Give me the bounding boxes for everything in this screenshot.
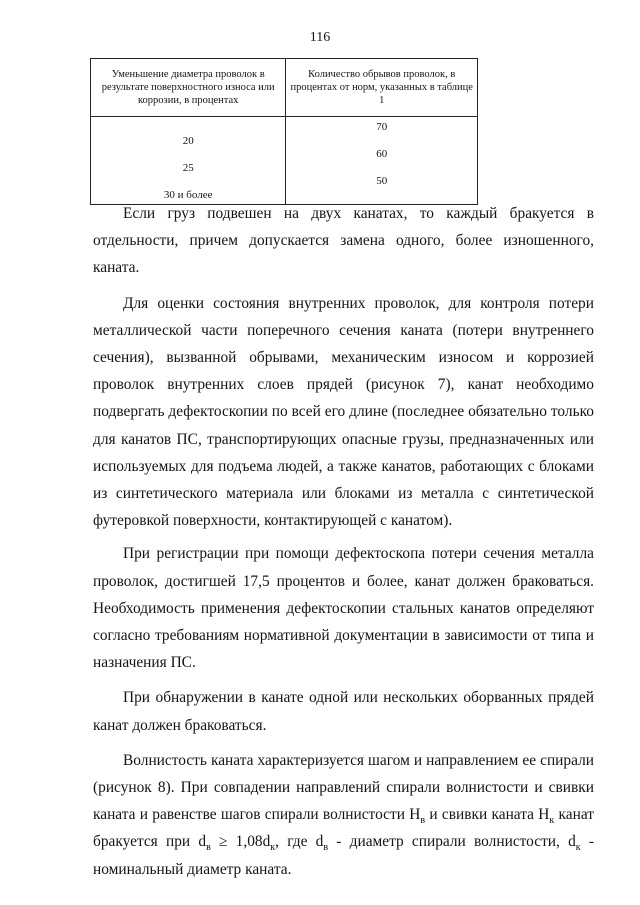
table-cell-breaks: 50 [286, 175, 478, 205]
table-row [91, 148, 478, 175]
wire-wear-table [90, 58, 478, 205]
waviness-text-5: , где d [275, 833, 324, 851]
table-header-wire-breaks: Количество обрывов проволок, в процентах от норм, указанных в таблице 1 [286, 59, 478, 117]
table-cell-reduction: 20 [91, 117, 286, 149]
table-header-row [91, 59, 478, 117]
waviness-text-2: и свивки каната H [425, 806, 550, 824]
waviness-sub-6: к [575, 842, 581, 854]
paragraph-broken-strands: При обнаружении в канате одной или нескольких оборванных прядей канат должен браковаться. [93, 689, 594, 734]
table-row [91, 117, 478, 149]
table-cell-breaks: 60 [286, 148, 478, 175]
waviness-text-4: ≥ 1,08d [210, 833, 271, 851]
waviness-sub-4: к [270, 842, 276, 854]
document-body [93, 200, 594, 891]
waviness-sub-2: к [549, 815, 555, 827]
waviness-text-3: канат бракуется при d [93, 806, 594, 851]
table-cell-breaks: 70 [286, 117, 478, 149]
waviness-text-7: - номинальный диаметр каната. [93, 833, 594, 878]
waviness-sub-3: в [206, 842, 211, 854]
paragraph-waviness [93, 747, 594, 883]
table-cell-reduction: 25 [91, 148, 286, 175]
table-cell-reduction: 30 и более [91, 175, 286, 205]
paragraph-section-loss: При регистрации при помощи дефектоскопа потери сечения металла проволок, достигшей 17,5 процентов и более, канат должен браковаться. Необходимость применения дефектоскопии стальных канатов определяют согласно требованиям нормативной документации в зависимости от типа и назначения ПС. [93, 545, 594, 672]
page-number: 116 [309, 30, 331, 45]
paragraph-defectoscopy: Для оценки состояния внутренних проволок, для контроля потери металлической части поперечного сечения каната (потери внутреннего сечения), вызванной обрывами, механическим износом и коррозией проволок внутренних слоев прядей (рисунок 7), канат необходимо подвергать дефектоскопии по всей его длине (последнее обязательно только для канатов ПС, транспортирующих опасные грузы, предназначенных или используемых для подъема людей, а также канатов, работающих с блоками из синтетического материала или блоками из металла с синтетической футеровкой поверхности, контактирующей с канатом). [93, 294, 594, 530]
waviness-text-1: Волнистость каната характеризуется шагом и направлением ее спирали (рисунок 8). При совпадении направлений спирали волнистости и свивки каната и равенстве шагов спирали волнистости H [93, 751, 594, 824]
table-header-diameter-reduction: Уменьшение диаметра проволок в результате поверхностного износа или коррозии, в процентах [91, 59, 286, 117]
waviness-sub-1: в [420, 815, 426, 827]
waviness-sub-5: в [323, 842, 329, 854]
waviness-text-6: - диаметр спирали волнистости, d [328, 833, 576, 851]
paragraph-two-ropes: Если груз подвешен на двух канатах, то каждый бракуется в отдельности, причем допускается замена одного, более изношенного, каната. [93, 205, 594, 277]
